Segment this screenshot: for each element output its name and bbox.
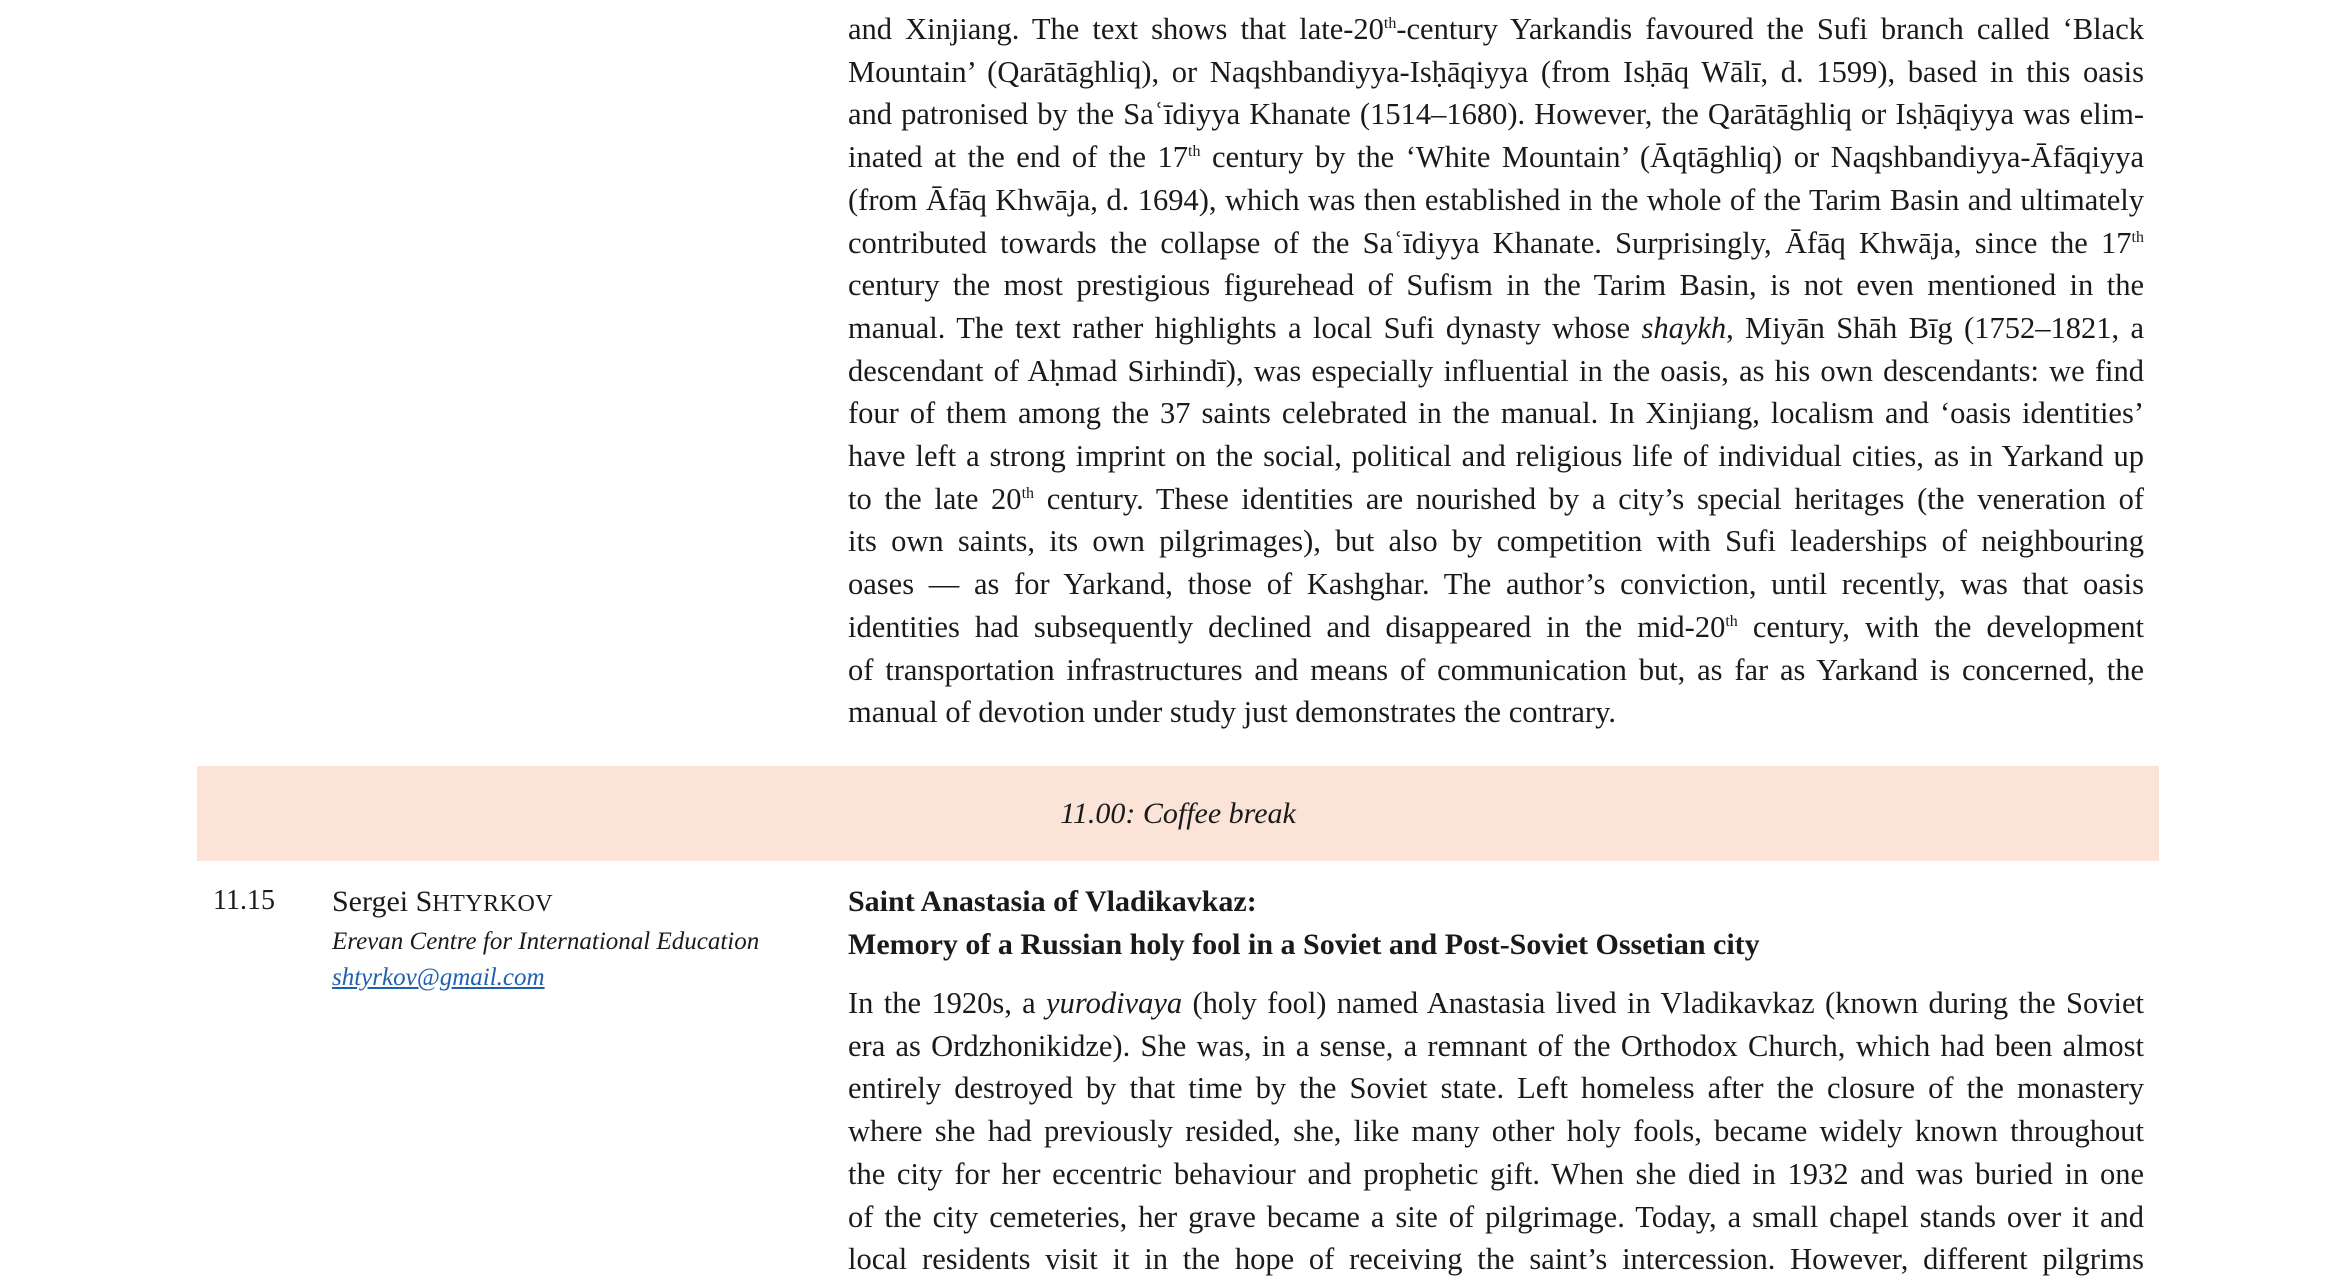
abstract-line: its own saints, its own pilgrimages), but also by competition with Sufi leaderships of neighbouring	[848, 524, 2144, 559]
abstract-line: Mountain’ (Qarātāghliq), or Naqshbandiyya-Isḥāqiyya (from Isḥāq Wālī, d. 1599), based in this oasis	[848, 54, 2144, 89]
abstract-line: inated at the end of the 17th century by the ‘White Mountain’ (Āqtāghliq) or Naqshbandiyya-Āfāqiyya	[848, 140, 2144, 175]
abstract-line: century the most prestigious figurehead of Sufism in the Tarim Basin, is not even mentioned in the	[848, 268, 2144, 303]
abstract-line: descendant of Aḥmad Sirhindī), was especially influential in the oasis, as his own descendants: we find	[848, 353, 2144, 388]
speaker-name: Sergei SHTYRKOV	[332, 885, 554, 918]
abstract-line: of the city cemeteries, her grave became a site of pilgrimage. Today, a small chapel stands over it and	[848, 1199, 2144, 1234]
abstract-line: entirely destroyed by that time by the Soviet state. Left homeless after the closure of the monastery	[848, 1071, 2144, 1106]
abstract-line: identities had subsequently declined and disappeared in the mid-20th century, with the development	[848, 609, 2145, 644]
coffee-break-band	[197, 766, 2159, 861]
abstract-line: and patronised by the Saʿīdiyya Khanate (1514–1680). However, the Qarātāghliq or Isḥāqiyya was elim-	[848, 97, 2144, 132]
abstract-line: (from Āfāq Khwāja, d. 1694), which was then established in the whole of the Tarim Basin and ultimately	[848, 182, 2144, 217]
speaker-block	[332, 882, 812, 996]
abstract-line-last: manual of devotion under study just demonstrates the contrary.	[848, 695, 1616, 730]
coffee-break-label: 11.00: Coffee break	[1060, 796, 1296, 830]
abstract-line: In the 1920s, a yurodivaya (holy fool) named Anastasia lived in Vladikavkaz (known during the Soviet	[848, 986, 2144, 1020]
speaker-affiliation: Erevan Centre for International Education	[332, 928, 760, 955]
talk-abstract	[848, 982, 2144, 1281]
abstract-line: to the late 20th century. These identities are nourished by a city’s special heritages (the veneration of	[848, 481, 2144, 516]
abstract-line: oases — as for Yarkand, those of Kashghar. The author’s conviction, until recently, was that oasis	[848, 567, 2144, 602]
abstract-line: and Xinjiang. The text shows that late-20th-century Yarkandis favoured the Sufi branch called ‘Black	[848, 12, 2144, 46]
speaker-email-link[interactable]: shtyrkov@gmail.com	[332, 964, 545, 991]
session-time: 11.15	[213, 885, 275, 916]
talk-title-line-1: Saint Anastasia of Vladikavkaz:	[848, 885, 1257, 918]
abstract-line: manual. The text rather highlights a local Sufi dynasty whose shaykh, Miyān Shāh Bīg (1752–1821, a	[848, 310, 2144, 345]
abstract-line: four of them among the 37 saints celebrated in the manual. In Xinjiang, localism and ‘oasis identities’	[848, 396, 2144, 431]
abstract-line: era as Ordzhonikidze). She was, in a sense, a remnant of the Orthodox Church, which had been almost	[848, 1028, 2144, 1063]
abstract-line: where she had previously resided, she, like many other holy fools, became widely known throughout	[848, 1114, 2144, 1149]
talk-title-line-2: Memory of a Russian holy fool in a Soviet and Post-Soviet Ossetian city	[848, 928, 1760, 961]
abstract-line: the city for her eccentric behaviour and prophetic gift. When she died in 1932 and was buried in one	[848, 1156, 2144, 1191]
talk-title	[848, 880, 2144, 966]
abstract-line: of transportation infrastructures and means of communication but, as far as Yarkand is concerned, the	[848, 652, 2144, 687]
previous-abstract	[848, 8, 2144, 734]
abstract-line: contributed towards the collapse of the Saʿīdiyya Khanate. Surprisingly, Āfāq Khwāja, since the 17th	[848, 225, 2144, 260]
abstract-line: have left a strong imprint on the social, political and religious life of individual cities, as in Yarkand up	[848, 439, 2144, 474]
abstract-line: local residents visit it in the hope of receiving the saint’s intercession. However, different pilgrims	[848, 1242, 2144, 1277]
